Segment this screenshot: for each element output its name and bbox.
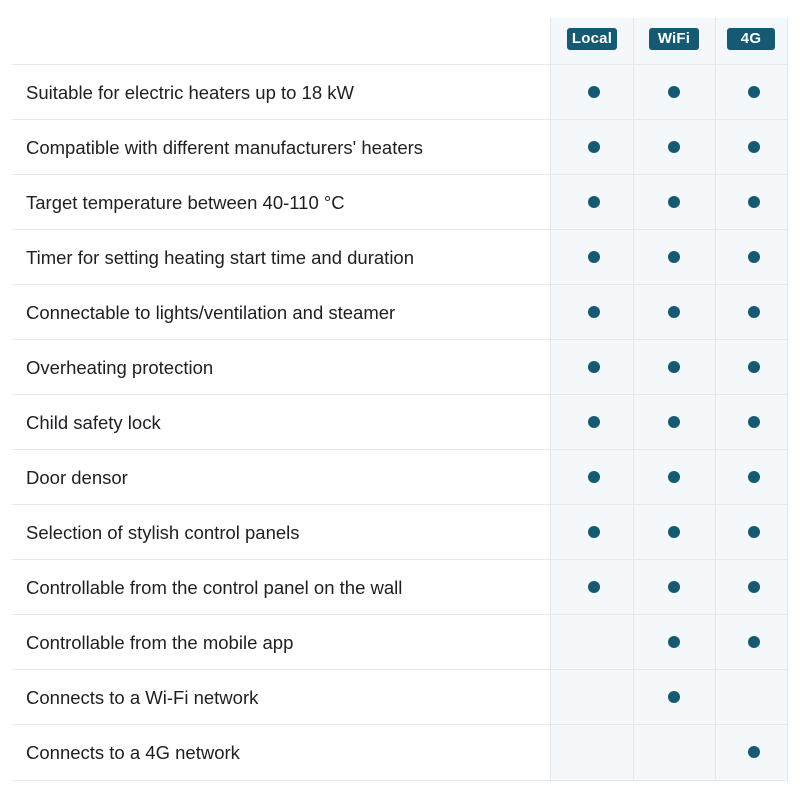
availability-dot: [748, 636, 760, 648]
feature-label: Connectable to lights/ventilation and steamer: [26, 302, 396, 323]
availability-dot: [588, 581, 600, 593]
availability-dot: [588, 416, 600, 428]
availability-dot: [668, 196, 680, 208]
availability-dot: [748, 471, 760, 483]
availability-dot: [668, 86, 680, 98]
feature-label: Controllable from the control panel on the wall: [26, 577, 403, 598]
availability-dot: [588, 361, 600, 373]
table-row: [12, 174, 788, 230]
column-header-4g: 4G: [727, 28, 775, 50]
table-row: [12, 119, 788, 175]
column-header-wifi: WiFi: [649, 28, 699, 50]
availability-dot: [668, 141, 680, 153]
feature-label: Child safety lock: [26, 412, 161, 433]
availability-dot: [668, 526, 680, 538]
feature-label: Selection of stylish control panels: [26, 522, 300, 543]
table-row: [12, 504, 788, 560]
availability-dot: [588, 196, 600, 208]
table-row: [12, 394, 788, 450]
availability-dot: [748, 416, 760, 428]
availability-dot: [748, 361, 760, 373]
availability-dot: [668, 361, 680, 373]
column-header-local: Local: [567, 28, 617, 50]
feature-label: Connects to a 4G network: [26, 742, 240, 763]
availability-dot: [588, 471, 600, 483]
table-row: [12, 724, 788, 781]
feature-label: Timer for setting heating start time and duration: [26, 247, 415, 268]
table-row: [12, 449, 788, 505]
availability-dot: [588, 141, 600, 153]
feature-label: Overheating protection: [26, 357, 214, 378]
availability-dot: [748, 251, 760, 263]
table-row: [12, 339, 788, 395]
availability-dot: [748, 581, 760, 593]
table-row: [12, 669, 788, 725]
feature-label: Suitable for electric heaters up to 18 kW: [26, 82, 355, 103]
availability-dot: [668, 251, 680, 263]
availability-dot: [668, 581, 680, 593]
table-row: [12, 64, 788, 120]
table-header: [12, 18, 788, 64]
availability-dot: [588, 306, 600, 318]
availability-dot: [668, 471, 680, 483]
table-row: [12, 229, 788, 285]
table-row: [12, 284, 788, 340]
availability-dot: [748, 141, 760, 153]
feature-label: Controllable from the mobile app: [26, 632, 294, 653]
table-row: [12, 559, 788, 615]
availability-dot: [748, 746, 760, 758]
availability-dot: [668, 416, 680, 428]
availability-dot: [748, 86, 760, 98]
availability-dot: [748, 306, 760, 318]
availability-dot: [588, 86, 600, 98]
availability-dot: [588, 251, 600, 263]
feature-label: Door densor: [26, 467, 128, 488]
availability-dot: [668, 691, 680, 703]
availability-dot: [748, 526, 760, 538]
feature-label: Compatible with different manufacturers' heaters: [26, 137, 424, 158]
feature-label: Target temperature between 40-110 °C: [26, 192, 345, 213]
availability-dot: [748, 196, 760, 208]
availability-dot: [668, 636, 680, 648]
table-row: [12, 614, 788, 670]
availability-dot: [668, 306, 680, 318]
feature-label: Connects to a Wi-Fi network: [26, 687, 259, 708]
availability-dot: [588, 526, 600, 538]
comparison-table: [12, 18, 788, 780]
